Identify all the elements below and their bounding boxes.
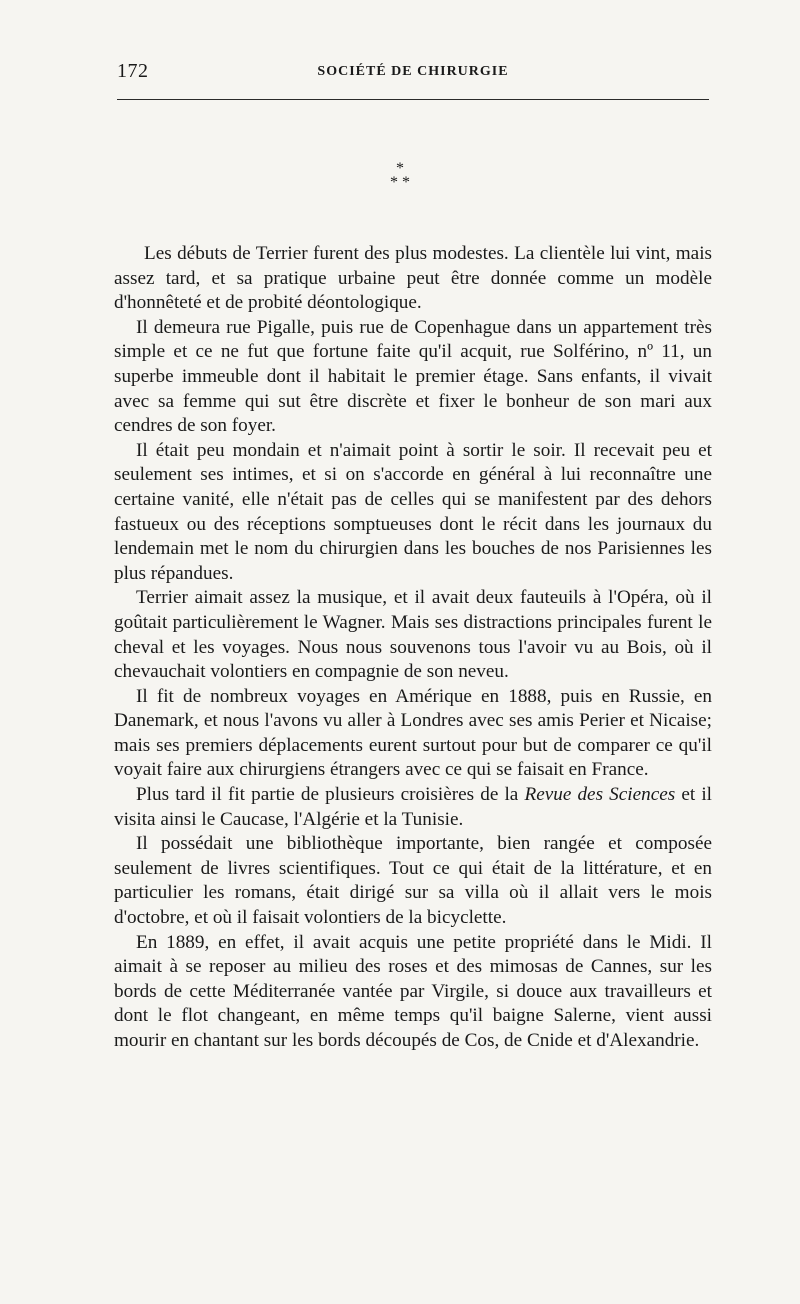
journal-title: Revue des Sciences	[524, 784, 676, 806]
running-title: SOCIÉTÉ DE CHIRURGIE	[317, 64, 509, 79]
page-number: 172	[117, 60, 149, 82]
paragraph: Il fit de nombreux voyages en Amérique en 1888, puis en Russie, en Danemark, et nous l'avons vu aller à Londres avec ses amis Perier et Nicaise; mais ses premiers déplacements eurent surtout pour but de comparer ce qu'il voyait faire aux chirurgiens étrangers avec ce qui se faisait en France.	[114, 685, 712, 781]
section-separator	[0, 162, 800, 190]
paragraph: Il était peu mondain et n'aimait point à sortir le soir. Il recevait peu et seulement ses intimes, et si on s'accorde en général à lui reconnaître une certaine vanité, elle n'était pas de celles qui se manifestent par des dehors fastueux ou des réceptions somptueuses dont le récit dans les journaux du lendemain met le nom du chirurgien dans les bouches de nos Parisiennes les plus répandues.	[114, 439, 712, 584]
paragraph-text: Plus tard il fit partie de plusieurs croisières de la	[136, 784, 525, 806]
paragraph: En 1889, en effet, il avait acquis une petite propriété dans le Midi. Il aimait à se reposer au milieu des roses et des mimosas de Cannes, sur les bords de cette Méditerranée vantée par Virgile, si douce aux travailleurs et dont le flot changeant, en même temps qu'il baigne Salerne, vient aussi mourir en chantant sur les bords découpés de Cos, de Cnide et d'Alexandrie.	[114, 931, 712, 1051]
paragraph: Terrier aimait assez la musique, et il avait deux fauteuils à l'Opéra, où il goûtait particulièrement le Wagner. Mais ses distractions principales furent le cheval et les voyages. Nous nous souvenons tous l'avoir vu au Bois, où il chevauchait volontiers en compagnie de son neveu.	[114, 587, 712, 683]
paragraph: Il demeura rue Pigalle, puis rue de Copenhague dans un appartement très simple et ce ne fut que fortune faite qu'il acquit, rue Solférino, nº 11, un superbe immeuble dont il habitait le premier étage. Sans enfants, il vivait avec sa femme qui sut être discrète et fixer le bonheur de son mari aux cendres de son foyer.	[114, 316, 712, 437]
paragraph: Les débuts de Terrier furent des plus modestes. La clientèle lui vint, mais assez tard, et sa pratique urbaine peut être donnée comme un modèle d'honnêteté et de probité déontologique.	[114, 243, 712, 314]
paragraph-text: et il visita ainsi le Caucase, l'Algérie et la Tunisie.	[114, 784, 713, 830]
body-text	[114, 242, 712, 1054]
separator-top: *	[396, 160, 404, 177]
separator-bottom: * *	[390, 174, 410, 191]
paragraph	[114, 783, 712, 832]
paragraph: Il possédait une bibliothèque importante, bien rangée et composée seulement de livres scientifiques. Tout ce qui était de la littérature, et en particulier les romans, était dirigé sur sa villa où il allait vers le mois d'octobre, et où il faisait volontiers de la bicyclette.	[114, 833, 712, 929]
page-header	[117, 60, 709, 88]
header-rule	[117, 99, 709, 100]
